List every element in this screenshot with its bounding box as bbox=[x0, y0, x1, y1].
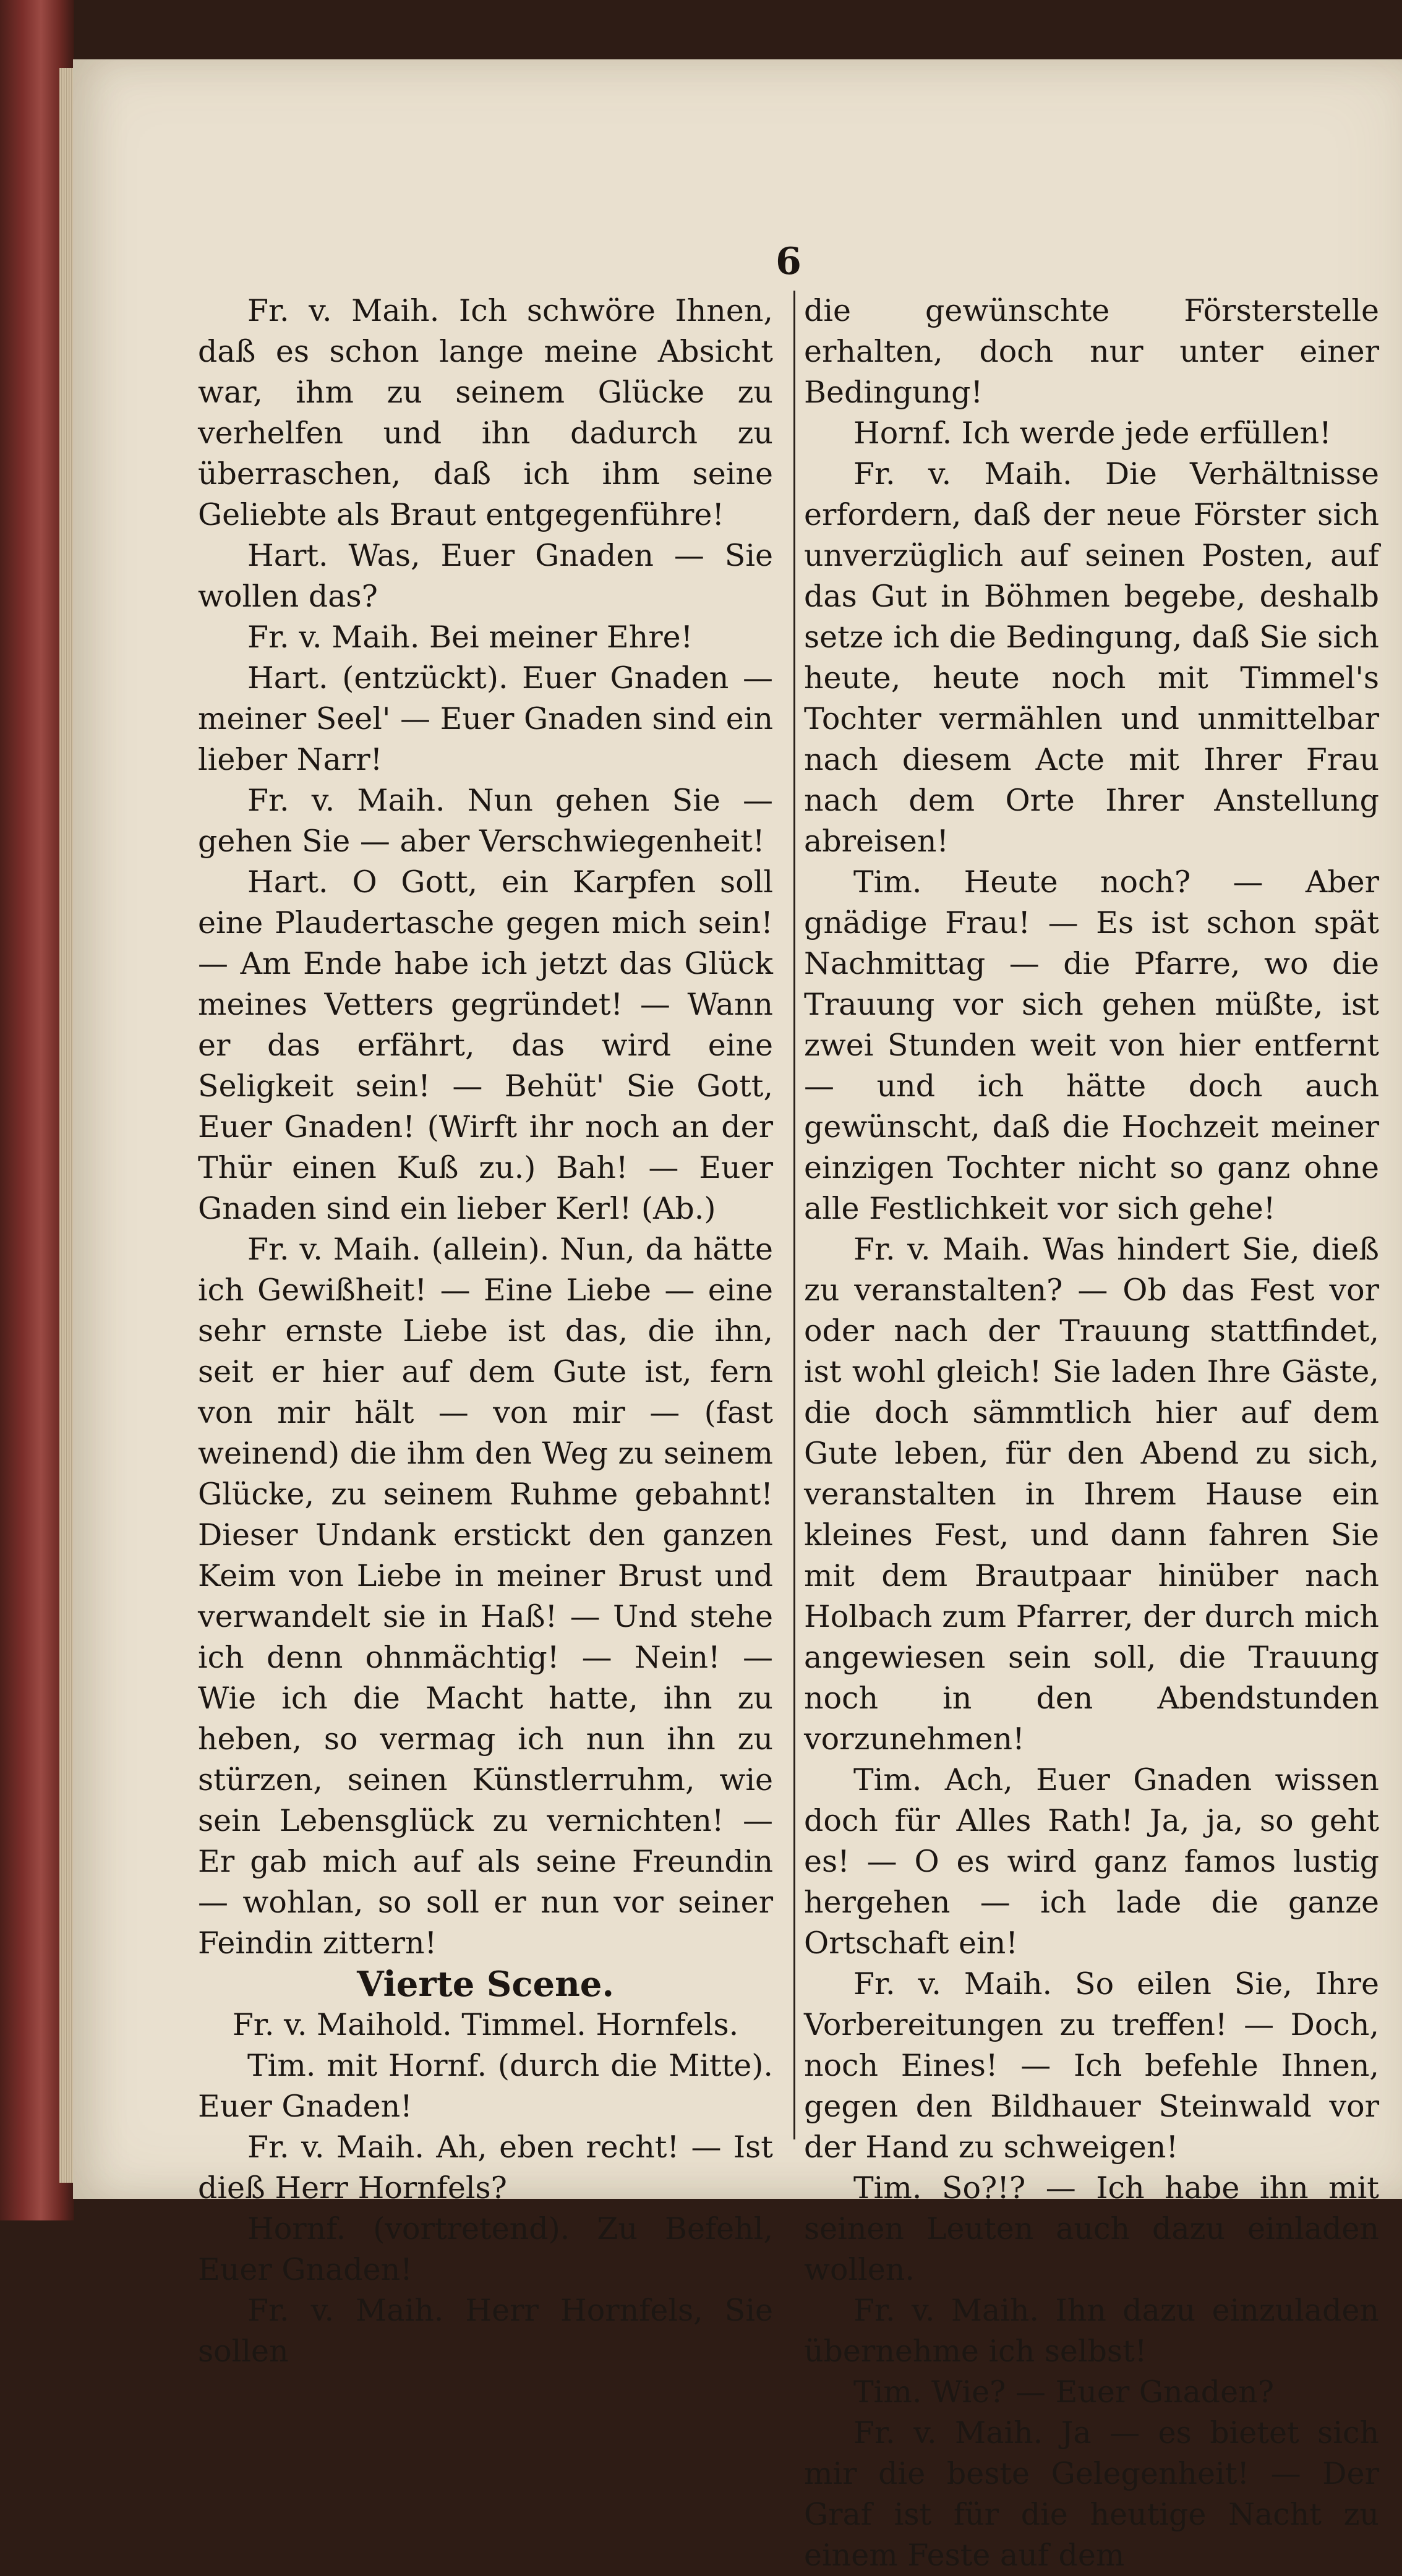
paragraph: Fr. v. Maih. Ich schwöre Ihnen, daß es schon lange meine Absicht war, ihm zu seinem Glücke zu verhelfen und ihn dadurch zu überraschen, daß ich ihm seine Geliebte als Braut entgegenführe! bbox=[198, 293, 773, 532]
paragraph: Fr. v. Maih. Ja — es bietet sich mir die beste Gelegenheit! — Der Graf ist für die heutige Nacht zu einem Feste auf dem bbox=[804, 2415, 1379, 2573]
paragraph: Hart. Was, Euer Gnaden — Sie wollen das? bbox=[198, 538, 773, 614]
scene-title: Vierte Scene. bbox=[357, 1964, 614, 2005]
paragraph: die gewünschte Försterstelle erhalten, doch nur unter einer Bedingung! bbox=[804, 293, 1379, 410]
paragraph: Fr. v. Maih. Was hindert Sie, dieß zu veranstalten? — Ob das Fest vor oder nach der Trauung stattfindet, ist wohl gleich! Sie laden Ihre Gäste, die doch sämmtlich hier auf dem Gute leben, für den Abend zu sich, veranstalten in Ihrem Hause ein kleines Fest, und dann fahren Sie mit dem Brautpaar hinüber nach Holbach zum Pfarrer, der durch mich angewiesen sein soll, die Trauung noch in den Abendstunden vorzunehmen! bbox=[804, 1232, 1379, 1757]
paragraph: Tim. Wie? — Euer Gnaden? bbox=[853, 2374, 1274, 2410]
paragraph: Tim. Ach, Euer Gnaden wissen doch für Alles Rath! Ja, ja, so geht es! — O es wird ganz famos lustig hergehen — ich lade die ganze Ortschaft ein! bbox=[804, 1762, 1379, 1961]
paragraph: Fr. v. Maih. Herr Hornfels, Sie sollen bbox=[198, 2293, 773, 2369]
column-divider bbox=[793, 291, 795, 2139]
paragraph: Hart. (entzückt). Euer Gnaden — meiner Seel' — Euer Gnaden sind ein lieber Narr! bbox=[198, 660, 773, 777]
paragraph: Fr. v. Maih. (allein). Nun, da hätte ich Gewißheit! — Eine Liebe — eine sehr ernste Liebe ist das, die ihn, seit er hier auf dem Gute ist, fern von mir hält — von mir — (fast weinend) die ihm den Weg zu seinem Glücke, zu seinem Ruhme gebahnt! Dieser Undank erstickt den ganzen Keim von Liebe in meiner Brust und verwandelt sie in Haß! — Und stehe ich denn ohnmächtig! — Nein! — Wie ich die Macht hatte, ihn zu heben, so vermag ich nun ihn zu stürzen, seinen Künstlerruhm, wie sein Lebensglück zu vernichten! — Er gab mich auf als seine Freundin — wohlan, so soll er nun vor seiner Feindin zittern! bbox=[198, 1232, 773, 1961]
paragraph: Fr. v. Maih. Die Verhältnisse erfordern, daß der neue Förster sich unverzüglich auf seinen Posten, auf das Gut in Böhmen begebe, deshalb setze ich die Bedingung, daß Sie sich heute, heute noch mit Timmel's Tochter vermählen und unmittelbar nach diesem Acte mit Ihrer Frau nach dem Orte Ihrer Anstellung abreisen! bbox=[804, 456, 1379, 859]
page-number: 6 bbox=[776, 240, 801, 283]
left-column bbox=[198, 291, 773, 2369]
paragraph: Fr. v. Maih. Bei meiner Ehre! bbox=[247, 620, 693, 655]
paragraph: Fr. v. Maih. Ihn dazu einzuladen übernehme ich selbst! bbox=[804, 2293, 1379, 2369]
paragraph: Tim. So?!? — Ich habe ihn mit seinen Leuten auch dazu einladen wollen. bbox=[804, 2170, 1379, 2287]
scene-characters: Fr. v. Maihold. Timmel. Hornfels. bbox=[232, 2007, 739, 2042]
paragraph: Hornf. (vortretend). Zu Befehl, Euer Gnaden! bbox=[198, 2211, 773, 2287]
paragraph: Hornf. Ich werde jede erfüllen! bbox=[853, 416, 1331, 451]
paragraph: Fr. v. Maih. So eilen Sie, Ihre Vorbereitungen zu treffen! — Doch, noch Eines! — Ich befehle Ihnen, gegen den Bildhauer Steinwald vor der Hand zu schweigen! bbox=[804, 1966, 1379, 2165]
paragraph: Tim. Heute noch? — Aber gnädige Frau! — Es ist schon spät Nachmittag — die Pfarre, wo die Trauung vor sich gehen müßte, ist zwei Stunden weit von hier entfernt — und ich hätte doch auch gewünscht, daß die Hochzeit meiner einzigen Tochter nicht so ganz ohne alle Festlichkeit vor sich gehe! bbox=[804, 864, 1379, 1226]
paragraph: Fr. v. Maih. Ah, eben recht! — Ist dieß Herr Hornfels? bbox=[198, 2130, 773, 2206]
paragraph: Hart. O Gott, ein Karpfen soll eine Plaudertasche gegen mich sein! — Am Ende habe ich jetzt das Glück meines Vetters gegründet! — Wann er das erfährt, das wird eine Seligkeit sein! — Behüt' Sie Gott, Euer Gnaden! (Wirft ihr noch an der Thür einen Kuß zu.) Bah! — Euer Gnaden sind ein lieber Kerl! (Ab.) bbox=[198, 864, 773, 1226]
right-column bbox=[804, 291, 1379, 2573]
paragraph: Tim. mit Hornf. (durch die Mitte). Euer Gnaden! bbox=[198, 2048, 773, 2124]
paragraph: Fr. v. Maih. Nun gehen Sie — gehen Sie — aber Verschwiegenheit! bbox=[198, 783, 773, 859]
